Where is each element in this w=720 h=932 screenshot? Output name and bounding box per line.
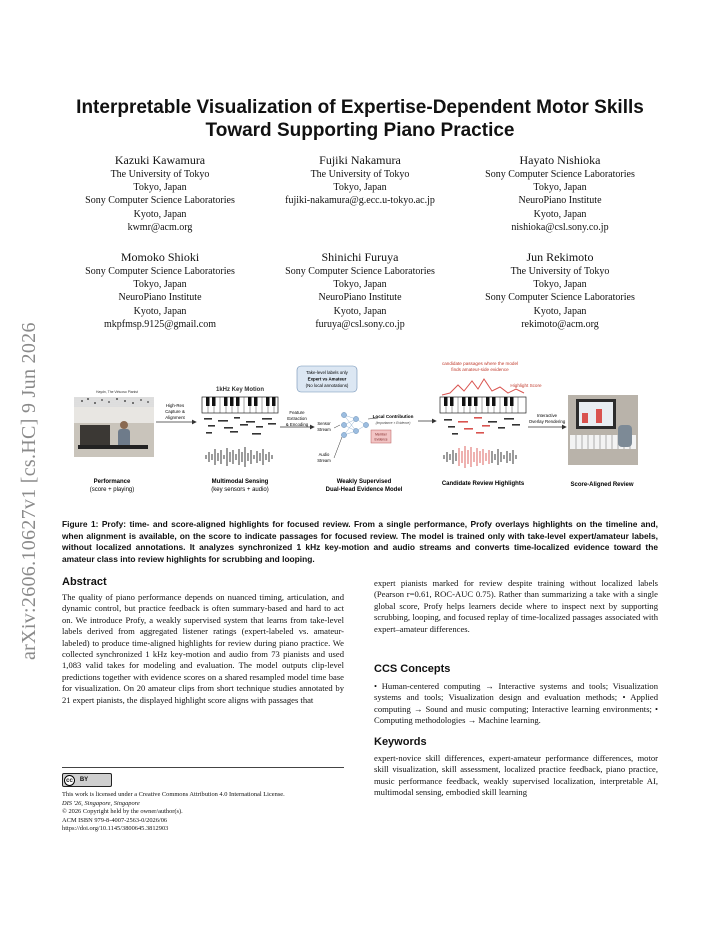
author-affil: Kyoto, Japan [133,305,187,317]
author-name: Shinichi Furuya [321,250,399,264]
isbn-line: ACM ISBN 979-8-4007-2563-0/2026/06 [62,816,168,824]
arxiv-identifier: arXiv:2606.10627v1 [cs.HC] 9 Jun 2026 [18,322,40,660]
author-affil: Sony Computer Science Laboratories [85,266,235,277]
author-affil: Tokyo, Japan [133,279,187,291]
author-email: furuya@csl.sony.co.jp [315,318,405,330]
label-candidate: Candidate Review Highlights [441,481,525,487]
local-contribution-label: Local Contribution [372,414,414,419]
title-line-1: Interpretable Visualization of Expertise-Dependent Motor Skills [76,97,644,118]
cc-by-license-icon [62,773,112,787]
label-sensing-2: (key sensors + audio) [211,487,269,493]
label-model-2: Dual-Head Evidence Model [325,487,403,493]
audio-waveform-icon [206,447,272,467]
author-affil: Sony Computer Science Laboratories [485,169,635,180]
keyboard-icon [202,397,278,413]
author-affil: Sony Computer Science Laboratories [485,292,635,304]
interactive-label-1: Interactive [536,413,558,418]
author-affil: Kyoto, Japan [533,305,587,317]
author-name: Kazuki Kawamura [114,153,206,167]
author-block-1 [60,153,260,234]
label-model-1: Weakly Supervised [336,479,392,485]
audio-stream-label-1: Audio [318,452,330,457]
review-photo [568,395,638,465]
keywords-heading: Keywords [374,736,427,748]
author-affil: Kyoto, Japan [333,305,387,317]
highlight-keyboard-icon [440,397,526,413]
author-affil: Sony Computer Science Laboratories [285,266,435,277]
author-affil: NeuroPiano Institute [118,292,202,304]
highlight-dashes-icon [444,417,520,435]
score-title: Haydn, The Virtuoso Pianist [96,390,138,394]
figure-caption: Figure 1: Profy: time- and score-aligned highlights for focused review. From a single performance, Profy overlays highlights on the timeline and, when alignment is available, on the score to indicate passages for focused review. The model is trained only with take-level expert/amateur labels, without localized annotations. It analyzes synchronized 1 kHz key-motion and audio streams and converts time-localized evidence toward the amateur class into review highlights for scrubbing and looping. [62,519,658,564]
author-name: Hayato Nishioka [519,153,601,167]
take-level-line-3: (No local annotations) [305,383,349,388]
author-block-6 [460,250,660,331]
feature-label-1: Feature [289,410,305,415]
author-affil: Tokyo, Japan [333,279,387,291]
doi-link[interactable]: https://doi.org/10.1145/3800645.3812903 [62,825,169,833]
license-line: This work is licensed under a Creative Commons Attribution 4.0 International License. [62,791,285,798]
interactive-label-2: Overlay Rendering [528,419,566,424]
author-affil: Tokyo, Japan [333,182,387,194]
cc-label: cc [64,775,75,786]
venue-line: DIS '26, Singapore, Singapore [62,799,140,807]
title-line-2: Toward Supporting Piano Practice [205,120,515,141]
author-affil: The University of Tokyo [510,266,610,277]
neural-network-icon [341,412,368,437]
hand-icon [618,425,632,447]
highlight-waveform-icon [444,446,516,468]
key-motion-label: 1kHz Key Motion [215,387,265,393]
feature-label-2: Extraction [287,416,307,421]
author-affil: Tokyo, Japan [533,182,587,194]
author-affil: NeuroPiano Institute [318,292,402,304]
copyright-line: © 2026 Copyright held by the owner/author(s). [62,808,183,816]
author-block-4 [60,250,260,331]
author-block-3 [460,153,660,234]
author-email: fujiki-nakamura@g.ecc.u-tokyo.ac.jp [285,195,435,207]
author-name: Fujiki Nakamura [319,153,401,167]
abstract-heading: Abstract [62,576,107,588]
label-performance-2: (score + playing) [89,487,135,493]
ccs-text: • Human-centered computing → Interactive systems and tools; Visualization systems and tools; Visualization design and evaluation methods; • Applied computing → Sound and music computing; Interactive learning environments; • Computing methodologies → Machine learning. [374,681,658,726]
member-evidence-label-1: Member [375,432,387,437]
key-motion-dashes-icon [204,417,276,435]
author-email: rekimoto@acm.org [521,318,599,330]
author-email: nishioka@csl.sony.co.jp [511,221,609,233]
highlight-score-label: Highlight Score [510,383,542,388]
music-staff-icon [74,398,154,406]
capture-label-1: High-Res [165,403,185,408]
author-affil: Sony Computer Science Laboratories [85,195,235,207]
ccs-heading: CCS Concepts [374,663,451,675]
keywords-text: expert-novice skill differences, expert-amateur performance differences, motor skill visualization, skill assessment, localized practice feedback, piano practice, music performance feedback, weakly supervised localization, interpretable AI, multimodal sensing, embodied skill learning [374,753,658,798]
author-email: kwmr@acm.org [127,221,193,233]
importance-label: (Importance × Evidence) [375,421,411,425]
label-review: Score-Aligned Review [570,482,634,488]
author-email: mkpfmsp.9125@gmail.com [104,318,216,330]
author-affil: The University of Tokyo [310,169,410,180]
label-sensing-1: Multimodal Sensing [211,479,269,485]
author-name: Jun Rekimoto [526,250,594,264]
author-name: Momoko Shioki [120,250,200,264]
author-affil: NeuroPiano Institute [518,195,602,207]
license-block [62,767,344,834]
sensor-stream-label-1: Sensor [317,421,331,426]
author-block-5 [260,250,460,331]
figure-1 [68,355,652,505]
author-affil: Tokyo, Japan [133,182,187,194]
candidate-note-1: candidate passages where the model [441,361,519,366]
figure-1-diagram [68,355,652,505]
author-affil: Kyoto, Japan [133,208,187,220]
performance-panel [74,390,154,457]
capture-label-3: Alignment [165,415,185,420]
author-affil: Kyoto, Japan [533,208,587,220]
abstract-continued: expert pianists marked for review despite training without localized labels (Pearson r=0.61, ROC-AUC 0.75). Rather than summarizing a take with a single global score, Profy helps learners decide where to inspect next by supporting scrubbing, looping, and focused replay of time-localized passages associated with expert–amateur differences. [374,578,658,634]
feature-label-3: & Encoding [285,422,309,427]
author-affil: Tokyo, Japan [533,279,587,291]
author-block-2 [260,153,460,208]
member-evidence-label-2: Evidence [374,437,388,442]
capture-label-2: Capture & [165,409,185,414]
sensor-stream-label-2: Stream [317,427,331,432]
author-affil: The University of Tokyo [110,169,210,180]
candidate-note-2: finds amateur-side evidence [451,367,509,372]
paper-title [40,96,680,142]
take-level-line-2: Expert vs Amateur [307,376,347,382]
take-level-line-1: Take-level labels only [306,370,348,375]
abstract-text: The quality of piano performance depends on nuanced timing, articulation, and dynamic control, but practice feedback is often summary-based and hard to act on. We introduce Profy, a weakly supervised system that learns from take-level labels derived from aggregated listener ratings (expert-labeled vs. amateur-labeled) to produce time-aligned highlights for review during piano practice. We collected synchronized 1 kHz key-motion and audio from 73 pianists and used 1,083 valid takes for modeling and evaluation. The model outputs clip-level predictions together with evidence scores on a shared resampled model time base for visualization. On 20 amateur clips from short technique studies annotated by 21 expert pianists, the displayed highlight score aligns with passages that [62,592,344,705]
label-performance-1: Performance [93,479,131,485]
audio-stream-label-2: Stream [317,458,331,463]
by-label: BY [79,777,89,783]
